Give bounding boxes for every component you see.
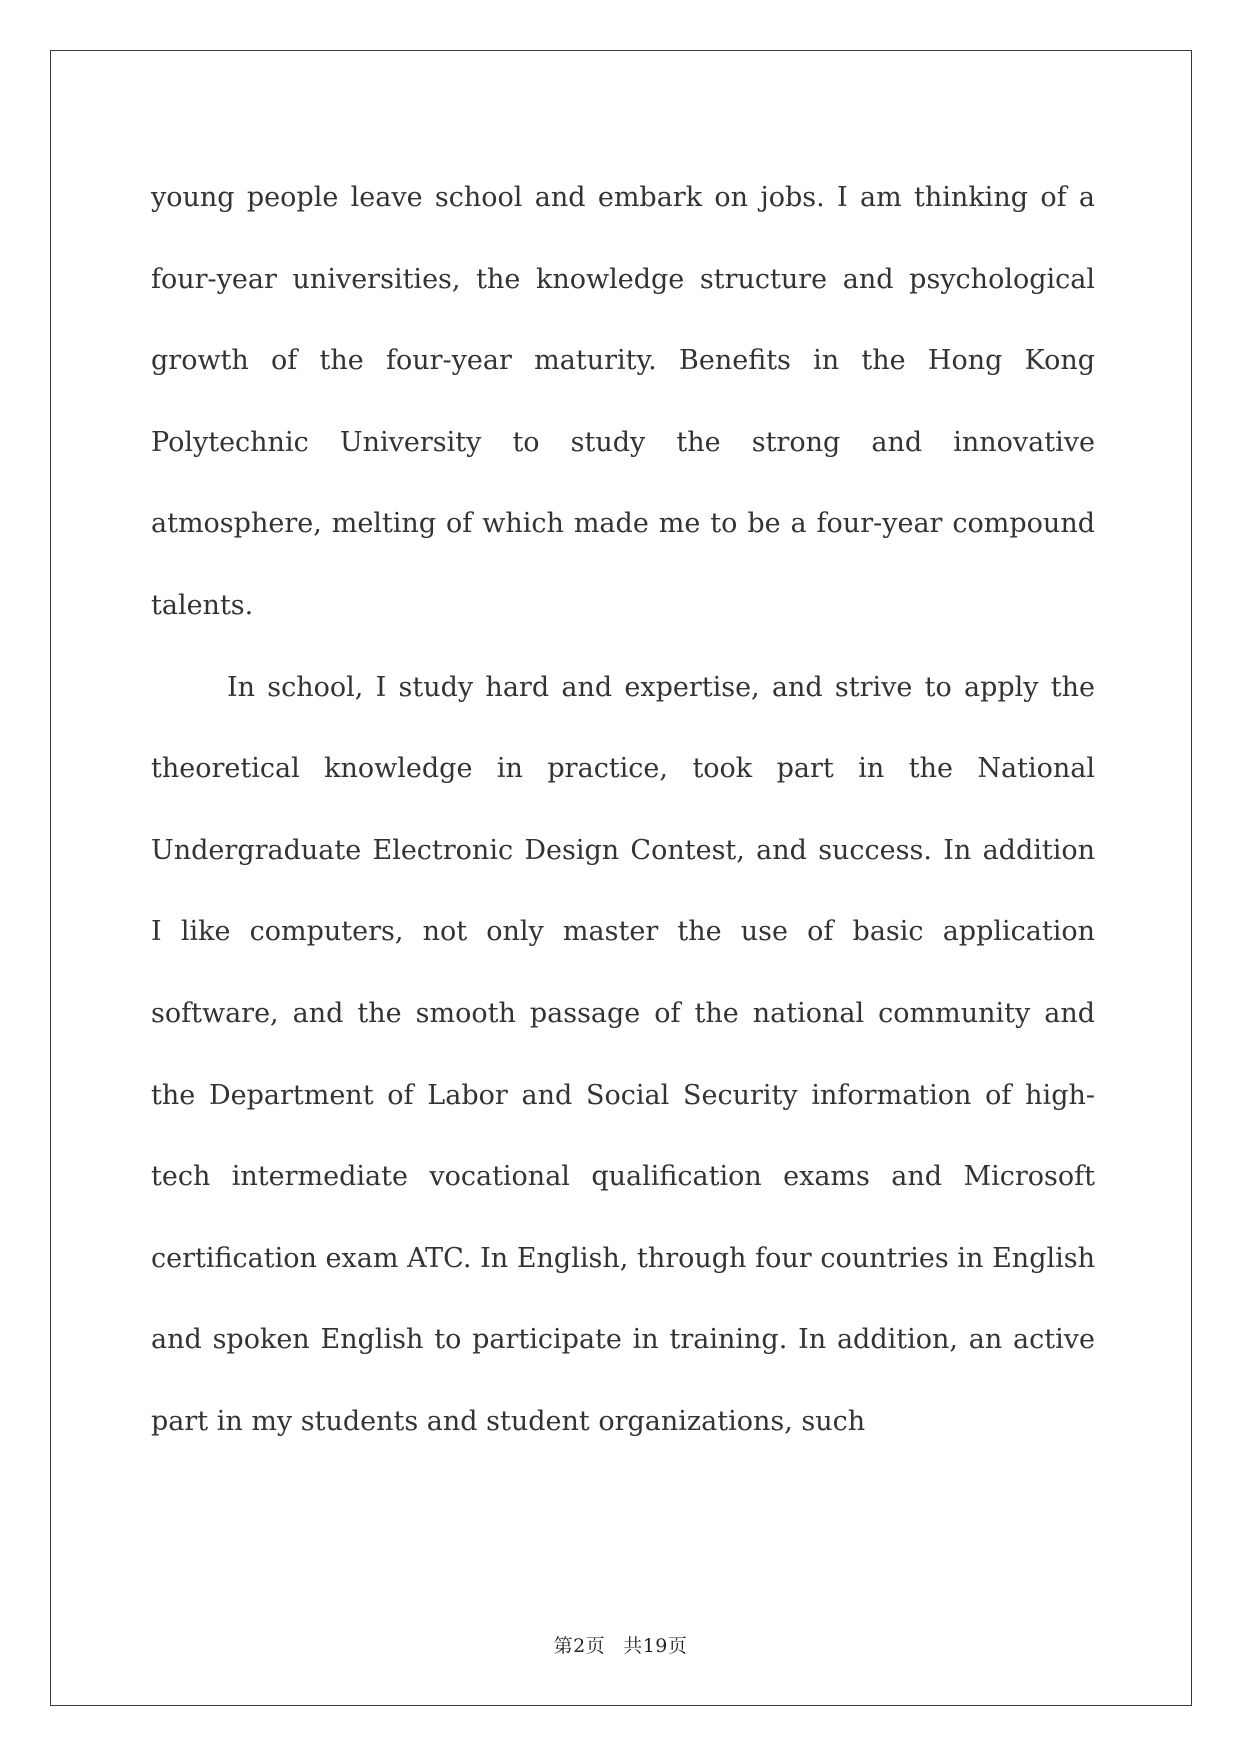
page-total: 共19页 (623, 1635, 688, 1657)
paragraph-1: young people leave school and embark on jobs. I am thinking of a four-year universities, the knowledge structure and psychological growth of the four-year maturity. Benefits in the Hong Kong Polytechnic University to study the strong and innovative atmosphere, melting of which made me to be a four-year compound talents. (151, 182, 1095, 621)
page-number: 第2页 (553, 1635, 606, 1657)
document-body (151, 157, 1095, 1463)
paragraph-2: In school, I study hard and expertise, and strive to apply the theoretical knowledge in practice, took part in the National Undergraduate Electronic Design Contest, and success. In addition I like computers, not only master the use of basic application software, and the smooth passage of the national community and the Department of Labor and Social Security information of high-tech intermediate vocational qualification exams and Microsoft certification exam ATC. In English, through four countries in English and spoken English to participate in training. In addition, an active part in my students and student organizations, such (151, 671, 1095, 1437)
page-footer (0, 1631, 1241, 1658)
